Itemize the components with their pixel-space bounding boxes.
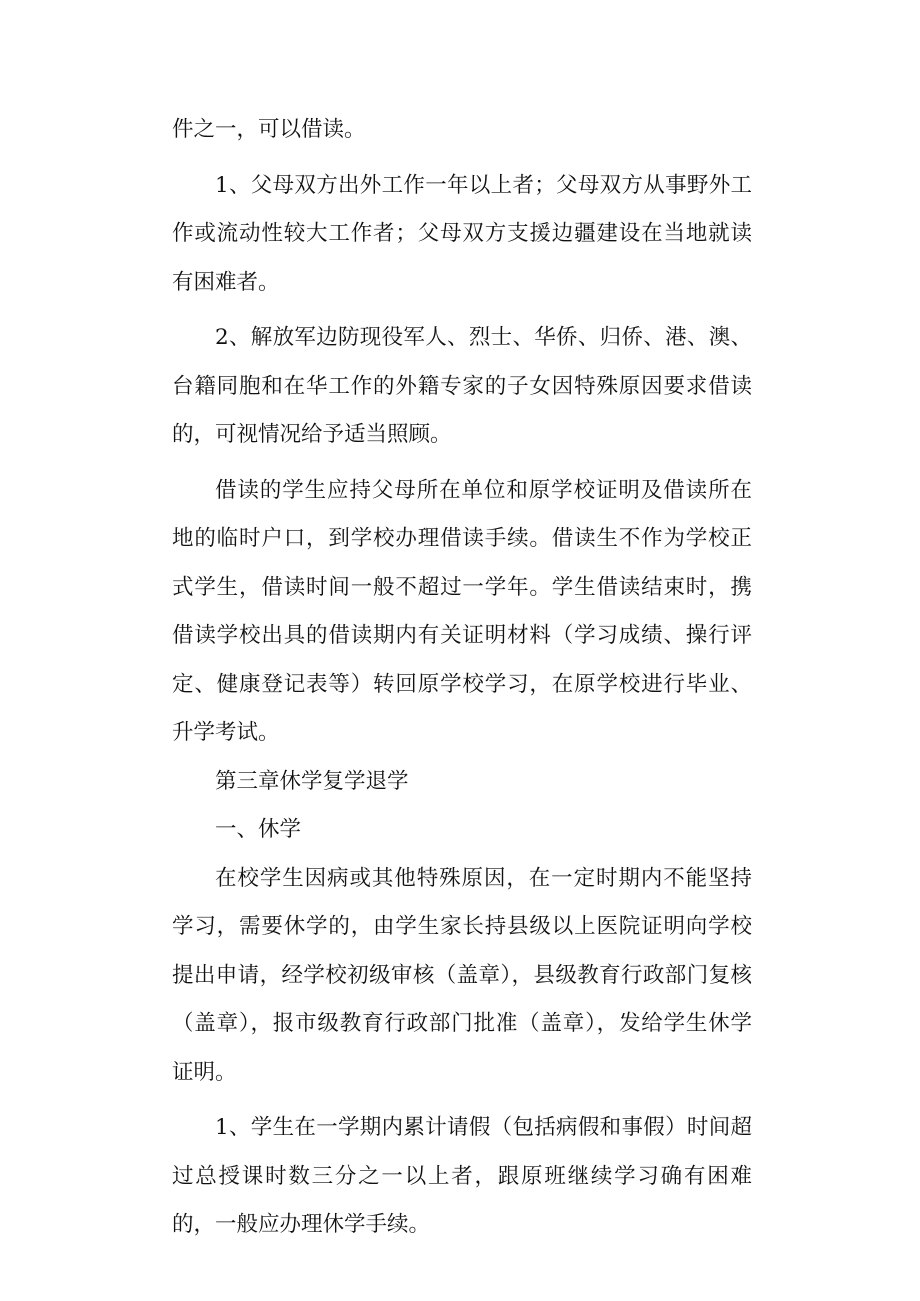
chapter-heading: 第三章休学复学退学	[215, 768, 409, 794]
paragraph-suspension-item-1: 1、学生在一学期内累计请假（包括病假和事假）时间超过总授课时数三分之一以上者，跟原班继续学习确有困难的，一般应办理休学手续。	[172, 1115, 752, 1237]
paragraph-continuation: 件之一，可以借读。	[172, 117, 366, 142]
paragraph-suspension: 在校学生因病或其他特殊原因，在一定时期内不能坚持学习，需要休学的，由学生家长持县级以上医院证明向学校提出申请，经学校初级审核（盖章），县级教育行政部门复核（盖章），报市级教育行政部门批准（盖章），发给学生休学证明。	[172, 865, 752, 1085]
paragraph-item-1: 1、父母双方出外工作一年以上者；父母双方从事野外工作或流动性较大工作者；父母双方支援边疆建设在当地就读有困难者。	[172, 172, 752, 295]
paragraph-item-2: 2、解放军边防现役军人、烈士、华侨、归侨、港、澳、台籍同胞和在华工作的外籍专家的子女因特殊原因要求借读的，可视情况给予适当照顾。	[172, 325, 752, 447]
paragraph-borrowing-rules: 借读的学生应持父母所在单位和原学校证明及借读所在地的临时户口，到学校办理借读手续。借读生不作为学校正式学生，借读时间一般不超过一学年。学生借读结束时，携借读学校出具的借读期内有关证明材料（学习成绩、操行评定、健康登记表等）转回原学校学习，在原学校进行毕业、升学考试。	[172, 477, 752, 745]
document-body	[172, 106, 752, 1250]
section-heading: 一、休学	[215, 817, 302, 842]
